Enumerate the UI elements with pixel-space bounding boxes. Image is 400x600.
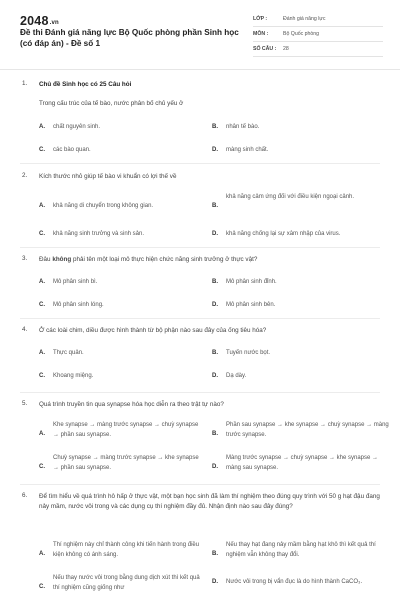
option-text: các bào quan. bbox=[53, 147, 91, 153]
option-label: C. bbox=[39, 373, 45, 379]
option-text: khả năng sinh trưởng và sinh sản. bbox=[53, 231, 145, 237]
header-divider bbox=[0, 69, 400, 70]
option-label: C. bbox=[39, 464, 45, 470]
option-text: Nước vôi trong bị vẩn đục là do hình thành CaCO₃. bbox=[226, 579, 363, 585]
meta-row-subject bbox=[253, 27, 383, 42]
option-label: A. bbox=[39, 350, 45, 356]
option-label: D. bbox=[212, 373, 218, 379]
option-text: màng sinh chất. bbox=[226, 147, 269, 153]
option-text: Mô phân sinh bên. bbox=[226, 302, 276, 308]
option-text: Thực quản. bbox=[53, 350, 84, 356]
option-text: Phần sau synapse → khe synapse → chuỳ synapse → màng trước synapse. bbox=[226, 422, 389, 438]
option-label: A. bbox=[39, 203, 45, 209]
option-label: B. bbox=[212, 431, 218, 437]
exam-meta-table bbox=[253, 12, 383, 57]
option-label: D. bbox=[212, 464, 218, 470]
option-label: B. bbox=[212, 279, 218, 285]
meta-value: Đánh giá năng lực bbox=[283, 16, 326, 22]
option-text: Chuỳ synapse → màng trước synapse → khe synapse → phần sau synapse. bbox=[53, 455, 199, 471]
site-logo[interactable] bbox=[20, 14, 59, 28]
option-text: Nếu thay hạt đang nảy mầm bằng hạt khô thì kết quả thí nghiệm vẫn không thay đổi. bbox=[226, 542, 376, 558]
question-text-post: phải tên một loại mô thực hiện chức năng sinh trưởng ở thực vật? bbox=[71, 256, 258, 263]
question-emphasis: không bbox=[52, 256, 72, 263]
option-label: C. bbox=[39, 584, 45, 590]
option-text: Thí nghiệm này chỉ thành công khi tiến hành trong điều kiện không có ánh sáng. bbox=[53, 542, 200, 558]
question-text: Ở các loài chim, diều được hình thành từ bộ phận nào sau đây của ống tiêu hóa? bbox=[39, 327, 267, 334]
option-label: C. bbox=[39, 302, 45, 308]
option-text: Tuyến nước bọt. bbox=[226, 350, 271, 356]
option-label: A. bbox=[39, 431, 45, 437]
question-text bbox=[39, 255, 384, 265]
option-label: D. bbox=[212, 231, 218, 237]
option-text: Màng trước synapse → chuỳ synapse → khe synapse → màng sau synapse. bbox=[226, 455, 379, 471]
question-number: 1. bbox=[22, 80, 28, 87]
meta-value: Bộ Quốc phòng bbox=[283, 31, 320, 37]
question-text-pre: Đâu bbox=[39, 256, 53, 263]
question-text: Trong cấu trúc của tế bào, nước phân bố chủ yếu ở bbox=[39, 100, 184, 107]
option-label: C. bbox=[39, 147, 45, 153]
option-label: A. bbox=[39, 551, 45, 557]
option-label: D. bbox=[212, 579, 218, 585]
question-number: 3. bbox=[22, 255, 28, 262]
document-header bbox=[0, 0, 400, 70]
meta-key: SỐ CÂU : bbox=[253, 46, 277, 52]
option-text: Mô phân sinh lóng. bbox=[53, 302, 104, 308]
option-text: Mô phân sinh bì. bbox=[53, 279, 98, 285]
question-number: 4. bbox=[22, 326, 28, 333]
option-text: chất nguyên sinh. bbox=[53, 124, 101, 130]
option-label: A. bbox=[39, 124, 45, 130]
meta-row-count bbox=[253, 42, 383, 57]
question-text: Để tìm hiểu về quá trình hô hấp ở thực vật, một bạn học sinh đã làm thí nghiệm theo đúng quy trình với 50 g hạt đậu đang nảy mầm, nước vôi trong và các dụng cụ thí nghiệm đầy đủ. Nhận định nào sau đây đúng? bbox=[39, 493, 380, 510]
document-title: Đề thi Đánh giá năng lực Bộ Quốc phòng phần Sinh học (có đáp án) - Đề số 1 bbox=[20, 28, 239, 48]
option-label: B. bbox=[212, 203, 218, 209]
logo-text: 2048 bbox=[20, 14, 49, 28]
meta-value: 28 bbox=[283, 46, 289, 52]
logo-suffix: .vn bbox=[49, 20, 59, 26]
option-label: B. bbox=[212, 551, 218, 557]
option-text: Mô phân sinh đỉnh. bbox=[226, 279, 277, 285]
question-separator bbox=[20, 318, 380, 319]
meta-key: MÔN : bbox=[253, 31, 269, 37]
question-text: Kích thước nhỏ giúp tế bào vi khuẩn có lợi thế về bbox=[39, 173, 177, 180]
option-text: Nếu thay nước vôi trong bằng dung dịch xút thì kết quả thí nghiệm cũng giống như bbox=[53, 575, 200, 591]
option-text: khả năng chống lại sự xâm nhập của virus. bbox=[226, 231, 341, 237]
option-label: D. bbox=[212, 302, 218, 308]
section-heading: Chủ đề Sinh học có 25 Câu hỏi bbox=[39, 81, 132, 88]
meta-row-class bbox=[253, 12, 383, 27]
option-text: khả năng di chuyển trong không gian. bbox=[53, 203, 154, 209]
option-text: Khe synapse → màng trước synapse → chuỳ synapse → phần sau synapse. bbox=[53, 422, 199, 438]
question-number: 2. bbox=[22, 172, 28, 179]
question-separator bbox=[20, 163, 380, 164]
question-separator bbox=[20, 247, 380, 248]
option-text: Khoang miệng. bbox=[53, 373, 94, 379]
option-label: B. bbox=[212, 350, 218, 356]
option-label: B. bbox=[212, 124, 218, 130]
option-label: C. bbox=[39, 231, 45, 237]
option-text: Dạ dày. bbox=[226, 373, 247, 379]
meta-key: LỚP : bbox=[253, 16, 268, 22]
question-number: 5. bbox=[22, 400, 28, 407]
option-text: khả năng cảm ứng đối với điều kiện ngoại cảnh. bbox=[226, 194, 355, 200]
option-label: A. bbox=[39, 279, 45, 285]
question-separator bbox=[20, 484, 380, 485]
option-label: D. bbox=[212, 147, 218, 153]
question-number: 6. bbox=[22, 492, 28, 499]
question-separator bbox=[20, 392, 380, 393]
question-text: Quá trình truyền tin qua synapse hóa học diễn ra theo trật tự nào? bbox=[39, 401, 224, 408]
option-text: nhân tế bào. bbox=[226, 124, 260, 130]
